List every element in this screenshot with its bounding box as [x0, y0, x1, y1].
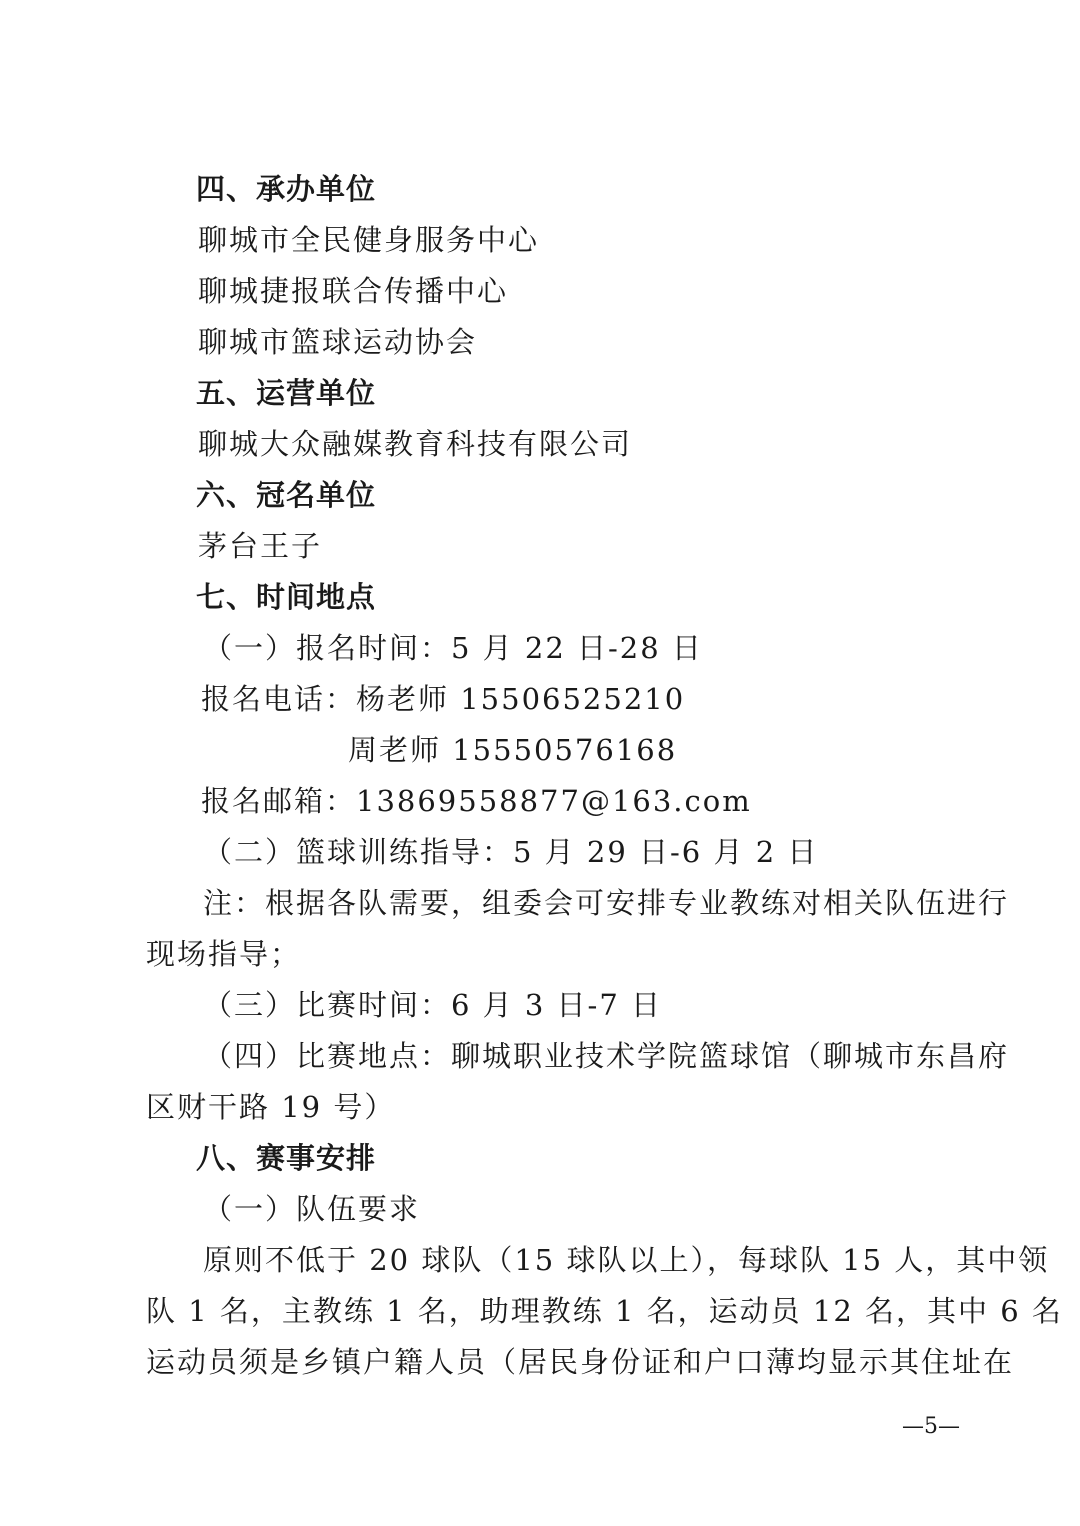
registration-email: 报名邮箱：13869558877@163.com [201, 784, 752, 818]
match-venue-line: （四）比赛地点：聊城职业技术学院篮球馆（聊城市东昌府 [203, 1039, 1010, 1073]
registration-time: （一）报名时间：5 月 22 日-28 日 [203, 631, 703, 665]
paragraph-line: 运动员须是乡镇户籍人员（居民身份证和户口薄均显示其住址在 [146, 1345, 1015, 1379]
note-line: 现场指导； [146, 937, 302, 971]
paragraph-line: 队 1 名，主教练 1 名，助理教练 1 名，运动员 12 名，其中 6 名 [146, 1294, 1063, 1328]
registration-phone-1: 报名电话：杨老师 15506525210 [201, 682, 686, 716]
page-number: —5— [902, 1414, 960, 1439]
section-heading-schedule: 八、赛事安排 [196, 1141, 377, 1175]
training-guidance: （二）篮球训练指导：5 月 29 日-6 月 2 日 [203, 835, 819, 869]
registration-phone-2: 周老师 15550576168 [348, 733, 678, 767]
section-heading-operator: 五、运营单位 [196, 376, 377, 410]
note-line: 注：根据各队需要，组委会可安排专业教练对相关队伍进行 [203, 886, 1010, 920]
subsection-team-requirements: （一）队伍要求 [203, 1192, 421, 1226]
match-time: （三）比赛时间：6 月 3 日-7 日 [203, 988, 663, 1022]
organizer-item: 聊城市篮球运动协会 [198, 325, 478, 359]
paragraph-line: 原则不低于 20 球队（15 球队以上），每球队 15 人，其中领 [203, 1243, 1050, 1277]
title-sponsor-item: 茅台王子 [198, 529, 323, 563]
organizer-item: 聊城捷报联合传播中心 [198, 274, 509, 308]
section-heading-organizer: 四、承办单位 [196, 172, 377, 206]
section-heading-title-sponsor: 六、冠名单位 [196, 478, 377, 512]
section-heading-time-location: 七、时间地点 [196, 580, 377, 614]
match-venue-line: 区财干路 19 号） [146, 1090, 396, 1124]
operator-item: 聊城大众融媒教育科技有限公司 [198, 427, 633, 461]
organizer-item: 聊城市全民健身服务中心 [198, 223, 540, 257]
